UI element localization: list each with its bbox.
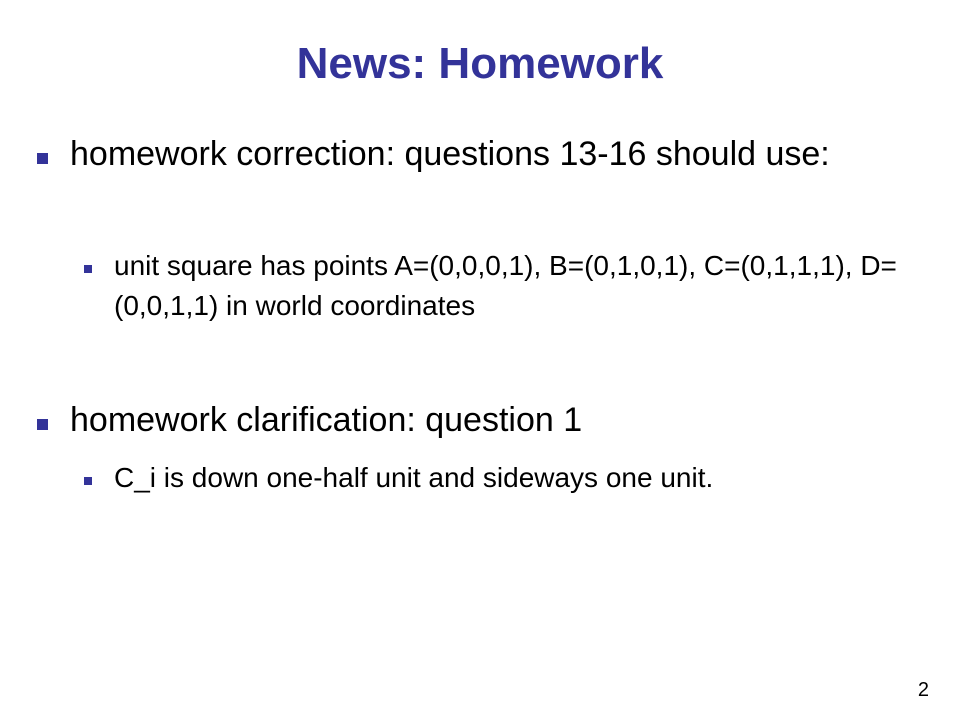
sub-bullet-item-unit-square (114, 246, 914, 326)
bullet-item-homework-clarification (70, 398, 930, 442)
square-bullet-icon (37, 153, 48, 164)
sub-bullet-text: C_i is down one-half unit and sideways one unit. (114, 462, 714, 493)
bullet-text: homework correction: questions 13-16 should use: (70, 135, 830, 173)
bullet-item-homework-correction (70, 132, 930, 176)
square-bullet-icon (84, 477, 92, 485)
page-number: 2 (917, 679, 929, 701)
square-bullet-icon (37, 419, 48, 430)
bullet-text: homework clarification: question 1 (70, 401, 583, 439)
sub-bullet-item-c-i (114, 458, 914, 498)
sub-bullet-text: unit square has points A=(0,0,0,1), B=(0,1,0,1), C=(0,1,1,1), D=(0,0,1,1) in world coordinates (114, 250, 897, 321)
slide-title: News: Homework (296, 39, 664, 88)
square-bullet-icon (84, 265, 92, 273)
